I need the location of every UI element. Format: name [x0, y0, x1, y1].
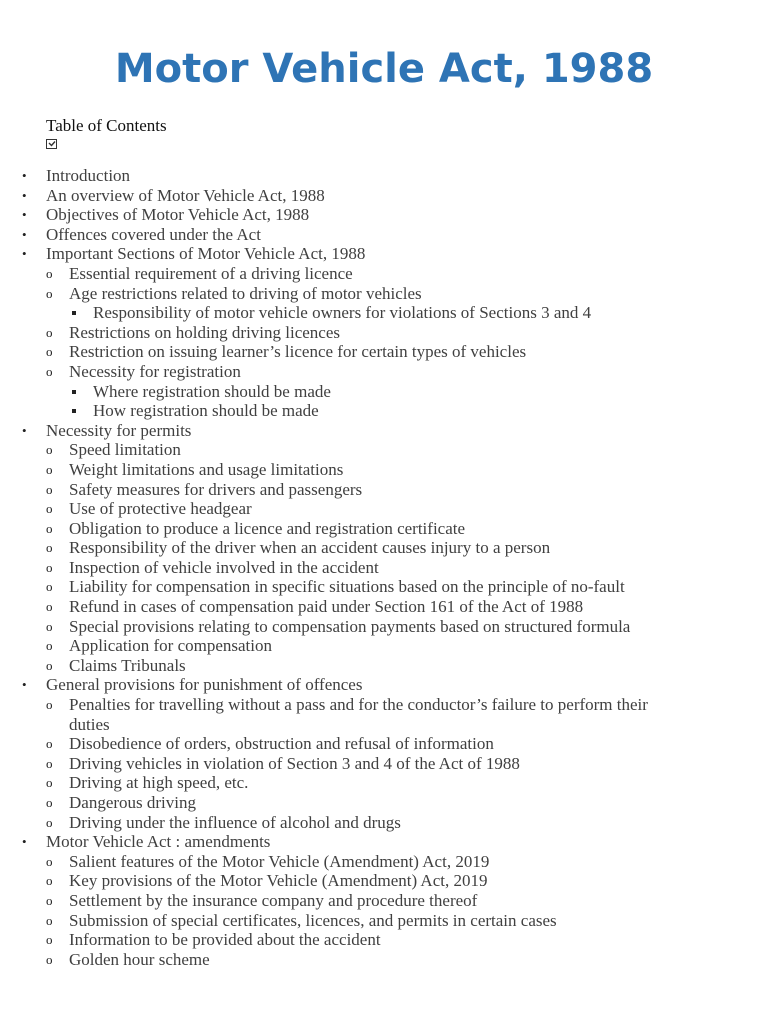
toc-item[interactable]: o Inspection of vehicle involved in the accident [0, 558, 768, 578]
toc-item[interactable]: • Offences covered under the Act [0, 225, 768, 245]
toc-item[interactable]: • Necessity for permits [0, 421, 768, 441]
toc-item[interactable]: o Application for compensation [0, 636, 768, 656]
toc-item[interactable]: o Speed limitation [0, 440, 768, 460]
toc-item[interactable]: How registration should be made [0, 401, 768, 421]
toc-item[interactable]: • Introduction [0, 166, 768, 186]
toc-item[interactable]: o Safety measures for drivers and passengers [0, 480, 768, 500]
toc-item[interactable]: • Motor Vehicle Act : amendments [0, 832, 768, 852]
toc-item[interactable]: o Claims Tribunals [0, 656, 768, 676]
toc-item[interactable]: • Objectives of Motor Vehicle Act, 1988 [0, 205, 768, 225]
toc-heading: Table of Contents [46, 116, 167, 135]
toc-item[interactable]: o Settlement by the insurance company and procedure thereof [0, 891, 768, 911]
toc-item[interactable]: o Restriction on issuing learner’s licence for certain types of vehicles [0, 342, 768, 362]
toc-item[interactable]: o Obligation to produce a licence and registration certificate [0, 519, 768, 539]
toc-item[interactable]: o Salient features of the Motor Vehicle (Amendment) Act, 2019 [0, 852, 768, 872]
toc-item[interactable]: o Age restrictions related to driving of motor vehicles [0, 284, 768, 304]
toc-item[interactable]: o Golden hour scheme [0, 950, 768, 970]
toc-item[interactable]: Where registration should be made [0, 382, 768, 402]
toc-item[interactable]: o Dangerous driving [0, 793, 768, 813]
toc-item[interactable]: o Necessity for registration [0, 362, 768, 382]
toc-item[interactable]: o Responsibility of the driver when an accident causes injury to a person [0, 538, 768, 558]
toc-item[interactable]: o Restrictions on holding driving licences [0, 323, 768, 343]
toc-item[interactable]: o Driving under the influence of alcohol and drugs [0, 813, 768, 833]
toc-item[interactable]: • General provisions for punishment of offences [0, 675, 768, 695]
toc-item[interactable]: o Driving at high speed, etc. [0, 773, 768, 793]
toc-item[interactable]: Responsibility of motor vehicle owners for violations of Sections 3 and 4 [0, 303, 768, 323]
toc-item[interactable]: o Key provisions of the Motor Vehicle (Amendment) Act, 2019 [0, 871, 768, 891]
toc-item[interactable]: o Essential requirement of a driving licence [0, 264, 768, 284]
toc-list [0, 166, 768, 969]
toc-item[interactable]: o Special provisions relating to compensation payments based on structured formula [0, 617, 768, 637]
toc-item[interactable]: o Use of protective headgear [0, 499, 768, 519]
toc-item[interactable]: o Submission of special certificates, licences, and permits in certain cases [0, 911, 768, 931]
toc-item[interactable]: o Penalties for travelling without a pass and for the conductor’s failure to perform their duties [0, 695, 768, 734]
toc-item[interactable]: o Liability for compensation in specific situations based on the principle of no-fault [0, 577, 768, 597]
toc-item[interactable]: o Driving vehicles in violation of Section 3 and 4 of the Act of 1988 [0, 754, 768, 774]
toc-item[interactable]: • Important Sections of Motor Vehicle Act, 1988 [0, 244, 768, 264]
toc-item[interactable]: o Disobedience of orders, obstruction and refusal of information [0, 734, 768, 754]
toc-item[interactable]: o Weight limitations and usage limitations [0, 460, 768, 480]
page-title: Motor Vehicle Act, 1988 [114, 46, 654, 92]
toc-item[interactable]: • An overview of Motor Vehicle Act, 1988 [0, 186, 768, 206]
checkbox-toggle-icon[interactable] [46, 139, 57, 149]
toc-item[interactable]: o Refund in cases of compensation paid under Section 161 of the Act of 1988 [0, 597, 768, 617]
toc-item[interactable]: o Information to be provided about the accident [0, 930, 768, 950]
